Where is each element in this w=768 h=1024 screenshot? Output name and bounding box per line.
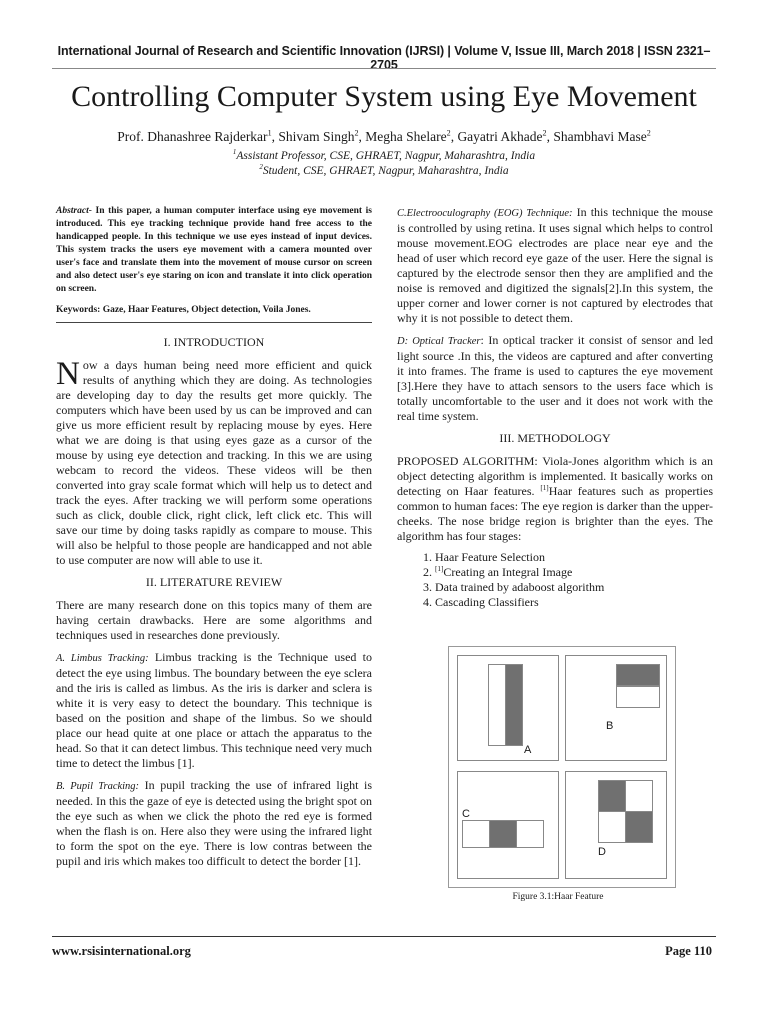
author: Shambhavi Mase [553, 129, 647, 144]
section-heading-introduction: I. INTRODUCTION [163, 335, 265, 349]
list-item: 2. [1]Creating an Integral Image [435, 565, 713, 580]
author: Shivam Singh [278, 129, 355, 144]
feature-panel-b: B [565, 655, 667, 761]
right-column [397, 205, 713, 610]
algorithm-paragraph: PROPOSED ALGORITHM: Viola-Jones algorithm which is an object detecting algorithm is implemented. It basically works on detecting on Haar features. [1]Haar features such as properties common to human faces: The eye region is darker than the upper-cheeks. The nose bridge region is brighter than the eyes. The algorithm has four stages: [397, 454, 713, 543]
affiliation-1: $^1$Assistant Professor, CSE, GHRAET, Nagpur, Maharashtra, India [232, 149, 536, 162]
journal-header: International Journal of Research and Scientific Innovation (IJRSI) | Volume V, Issue III, March 2018 | ISSN 2321–2705 [57, 44, 711, 72]
left-column [56, 205, 372, 876]
footer-rule [52, 936, 716, 937]
figure-caption: Figure 3.1:Haar Feature [512, 892, 604, 902]
pupil-paragraph: B. Pupil Tracking: In pupil tracking the use of infrared light is needed. In this the gaze of eye is detected using the bright spot on the eye such as when we click the photo the red eye is formed when the flash is on. Here also they were using the infrared light to form the spot on the eye. There is low contras between the pupil and iris which makes too difficult to detect the border [1]. [56, 778, 372, 868]
keywords: Keywords: Gaze, Haar Features, Object detection, Voila Jones. [56, 303, 372, 323]
feature-panel-c: C [457, 771, 559, 879]
header-rule [52, 68, 716, 69]
limbus-paragraph: A. Limbus Tracking: Limbus tracking is the Technique used to detect the eye using limbus. The boundary between the eye sclera and the iris is called as limbus. As the iris is darker and sclera is white it is very easy to detect the boundary. This technique is based on the position and shape of the limbus. So we should place our head quite at one place or attach the apparatus to the head. So that it can detect limbus. This technique need very much time to detect the limbus [1]. [56, 650, 372, 770]
abstract: Abstract- In this paper, a human computer interface using eye movement is introduced. This eye tracking technique provide hand free access to the handicapped people. In this technique we use eyes instead of input devices. This system tracks the users eye movement with a camera mounted over user's face and translate them into the movement of mouse cursor on screen and also detect user's eye staring on icon and translate it into click operation on screen. [56, 206, 372, 294]
page-number: Page 110 [665, 944, 712, 958]
author: Megha Shelare [365, 129, 447, 144]
paper-title: Controlling Computer System using Eye Movement [71, 80, 697, 113]
author: Gayatri Akhade [457, 129, 543, 144]
eog-paragraph: C.Electrooculography (EOG) Technique: In this technique the mouse is controlled by using retina. It uses signal which helps to control mouse movement.EOG electrodes are place near eye and the head of user which record eye gaze of the user. Here the signal is captured by the electrode sensor then they are amplified and the noise is removed and digitized the signals[2].In this system, the upper corner and lower corner is not captured by electrodes that why it is not possible to detect them. [397, 205, 713, 325]
list-item: 1. Haar Feature Selection [435, 550, 713, 565]
affiliation-2: $^2$Student, CSE, GHRAET, Nagpur, Maharashtra, India [259, 164, 509, 177]
section-heading-methodology: III. METHODOLOGY [499, 431, 611, 445]
list-item: 3. Data trained by adaboost algorithm [435, 580, 713, 595]
intro-paragraph: Now a days human being need more efficient and quick results of anything which they are doing. As technologies are developing day to day the results get more quickly. The computers which have been used by us can be improved and can give us more efficient result by replacing mouse by eyes. Here what we are doing is that using eyes gaze as a cursor of the mouse by using eye detection and tracking. In this we are using webcam to record the videos. These videos will be then converted into gray scale format which will help us to detect and track the eyes. After tracking we will perform some operations such as click, double click, right click, left click etc. This will save our time by doing tasks rapidly as compare to mouse. This will also be helpful to those people are handicapped and not able to use computer are now will able to use it. [56, 356, 372, 567]
feature-panel-d: D [565, 771, 667, 879]
author: Prof. Dhanashree Rajderkar [117, 129, 268, 144]
author-list: Prof. Dhanashree Rajderkar$^1$, Shivam Singh$^2$, Megha Shelare$^2$, Gayatri Akhade$^2$, Shambhavi Mase$^2$ [117, 128, 651, 144]
footer-website: www.rsisinternational.org [52, 944, 191, 958]
feature-panel-a: A [457, 655, 559, 761]
section-heading-literature: II. LITERATURE REVIEW [145, 575, 283, 589]
optical-paragraph: D: Optical Tracker: In optical tracker it consist of sensor and led light source .In this, the videos are captured and after converting it into frames. The frame is used to captures the eye movement [3].Here they have to attach sensors to the users face which is totally uncomfortable to the user and it does not work with the real time system. [397, 333, 713, 423]
drop-cap: N [56, 356, 80, 392]
haar-feature-figure [448, 646, 676, 888]
stages-list [397, 550, 713, 610]
lit-intro-paragraph: There are many research done on this topics many of them are having certain drawbacks. Here are some algorithms and techniques used in researches done previously. [56, 598, 372, 642]
list-item: 4. Cascading Classifiers [435, 595, 713, 610]
